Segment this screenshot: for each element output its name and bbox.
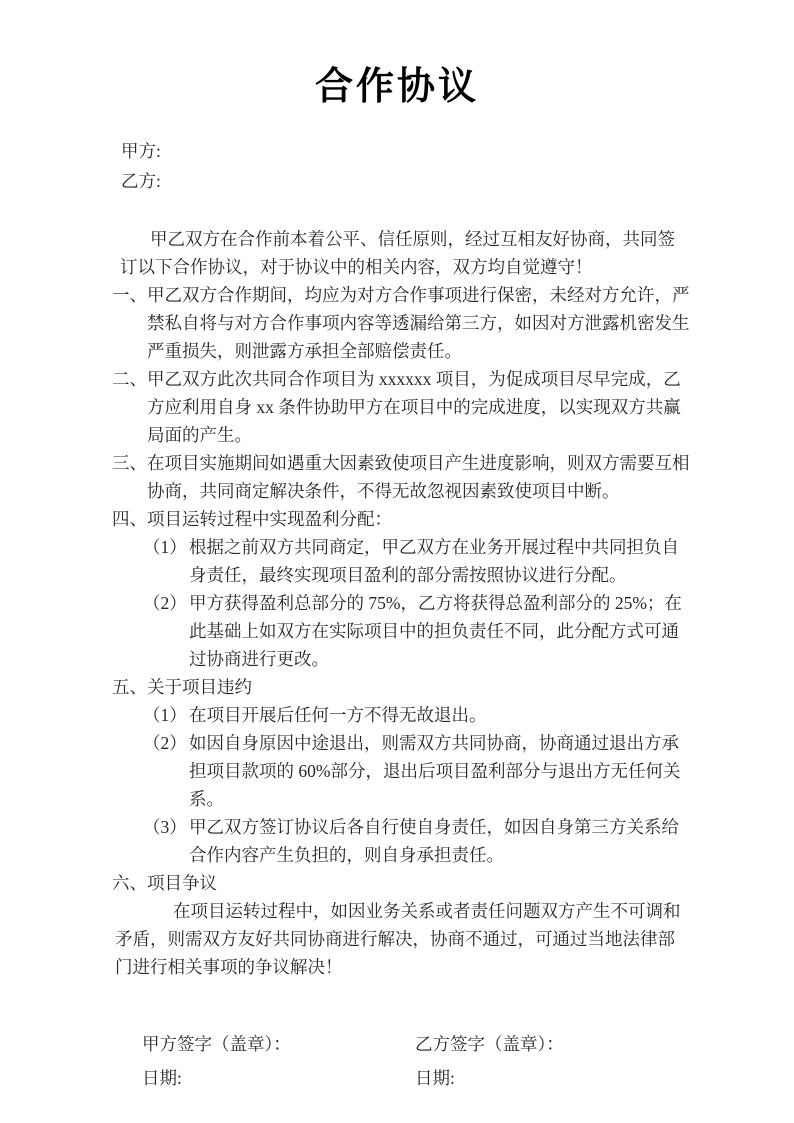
clause-5-subitem-3-number: （3）	[143, 817, 187, 837]
clause-4-subitem-2-text: 甲方获得盈利总部分的 75%，乙方将获得总盈利部分的 25%；在此基础上如双方在实际项目中的担负责任不同，此分配方式可通过协商进行更改。	[189, 593, 682, 669]
clause-6	[112, 869, 692, 981]
clause-2-number: 二、	[112, 369, 147, 389]
clause-3	[112, 449, 692, 505]
party-a-line: 甲方:	[121, 141, 161, 161]
clause-6-body: 在项目运转过程中，如因业务关系或者责任问题双方产生不可调和矛盾，则需双方友好共同协商进行解决，协商不通过，可通过当地法律部门进行相关事项的争议解决！	[115, 901, 681, 977]
clause-5-subitem-1	[143, 701, 692, 729]
party-b-signature-column	[415, 1027, 564, 1095]
clause-2-line	[112, 365, 692, 449]
party-a-date-label: 日期:	[142, 1068, 182, 1088]
clause-3-line	[112, 449, 692, 505]
clause-6-text: 项目争议	[147, 873, 217, 893]
clause-5-subitem-3	[143, 813, 692, 869]
party-b-date-label: 日期:	[415, 1068, 455, 1088]
clause-5-subitem-1-text: 在项目开展后任何一方不得无故退出。	[189, 705, 487, 725]
party-a-signature-column	[142, 1027, 415, 1095]
clause-5-subitem-2-number: （2）	[143, 733, 187, 753]
clause-5-number: 五、	[112, 677, 147, 697]
clause-4-text: 项目运转过程中实现盈利分配：	[147, 509, 392, 529]
party-b-line: 乙方:	[121, 171, 161, 191]
clause-4-subitem-2-number: （2）	[143, 593, 187, 613]
party-b-signature-label: 乙方签字（盖章）：	[415, 1034, 564, 1054]
clause-list	[112, 281, 692, 981]
clause-4-subitem-1	[143, 533, 692, 589]
clause-6-number: 六、	[112, 873, 147, 893]
clause-4-number: 四、	[112, 509, 147, 529]
signature-section	[142, 1027, 794, 1095]
clause-4-subitem-1-number: （1）	[143, 537, 187, 557]
page-title: 合作协议	[314, 66, 479, 108]
party-block	[121, 136, 690, 196]
clause-3-text: 在项目实施期间如遇重大因素致使项目产生进度影响，则双方需要互相协商，共同商定解决条件，不得无故忽视因素致使项目中断。	[147, 453, 690, 501]
clause-5-text: 关于项目违约	[147, 677, 252, 697]
intro-paragraph: 甲乙双方在合作前本着公平、信任原则，经过互相友好协商，共同签订以下合作协议，对于协议中的相关内容，双方均自觉遵守！	[120, 229, 675, 277]
clause-5-subitem-2	[143, 729, 692, 813]
clause-2	[112, 365, 692, 449]
clause-4-subitem-1-text: 根据之前双方共同商定，甲乙双方在业务开展过程中共同担负自身责任，最终实现项目盈利的部分需按照协议进行分配。	[189, 537, 679, 585]
clause-5-subitem-2-text: 如因自身原因中途退出，则需双方共同协商，协商通过退出方承担项目款项的 60%部分，退出后项目盈利部分与退出方无任何关系。	[189, 733, 681, 809]
clause-5	[112, 673, 692, 869]
clause-3-number: 三、	[112, 453, 147, 473]
party-a-signature-label: 甲方签字（盖章）：	[142, 1034, 291, 1054]
clause-4-line	[112, 505, 692, 533]
clause-2-text: 甲乙双方此次共同合作项目为 xxxxxx 项目，为促成项目尽早完成，乙方应利用自身 xx 条件协助甲方在项目中的完成进度，以实现双方共赢局面的产生。	[147, 369, 681, 445]
clause-4-subitem-2	[143, 589, 692, 673]
clause-1-line	[112, 281, 692, 365]
clause-5-line	[112, 673, 692, 701]
clause-1-number: 一、	[112, 285, 147, 305]
clause-5-subitem-3-text: 甲乙双方签订协议后各自行使自身责任，如因自身第三方关系给合作内容产生负担的，则自身承担责任。	[189, 817, 679, 865]
clause-5-subitem-1-number: （1）	[143, 705, 187, 725]
clause-1-text: 甲乙双方合作期间，均应为对方合作事项进行保密，未经对方允许，严禁私自将与对方合作事项内容等透漏给第三方，如因对方泄露机密发生严重损失，则泄露方承担全部赔偿责任。	[147, 285, 690, 361]
clause-4	[112, 505, 692, 673]
clause-6-line	[112, 869, 692, 897]
clause-1	[112, 281, 692, 365]
